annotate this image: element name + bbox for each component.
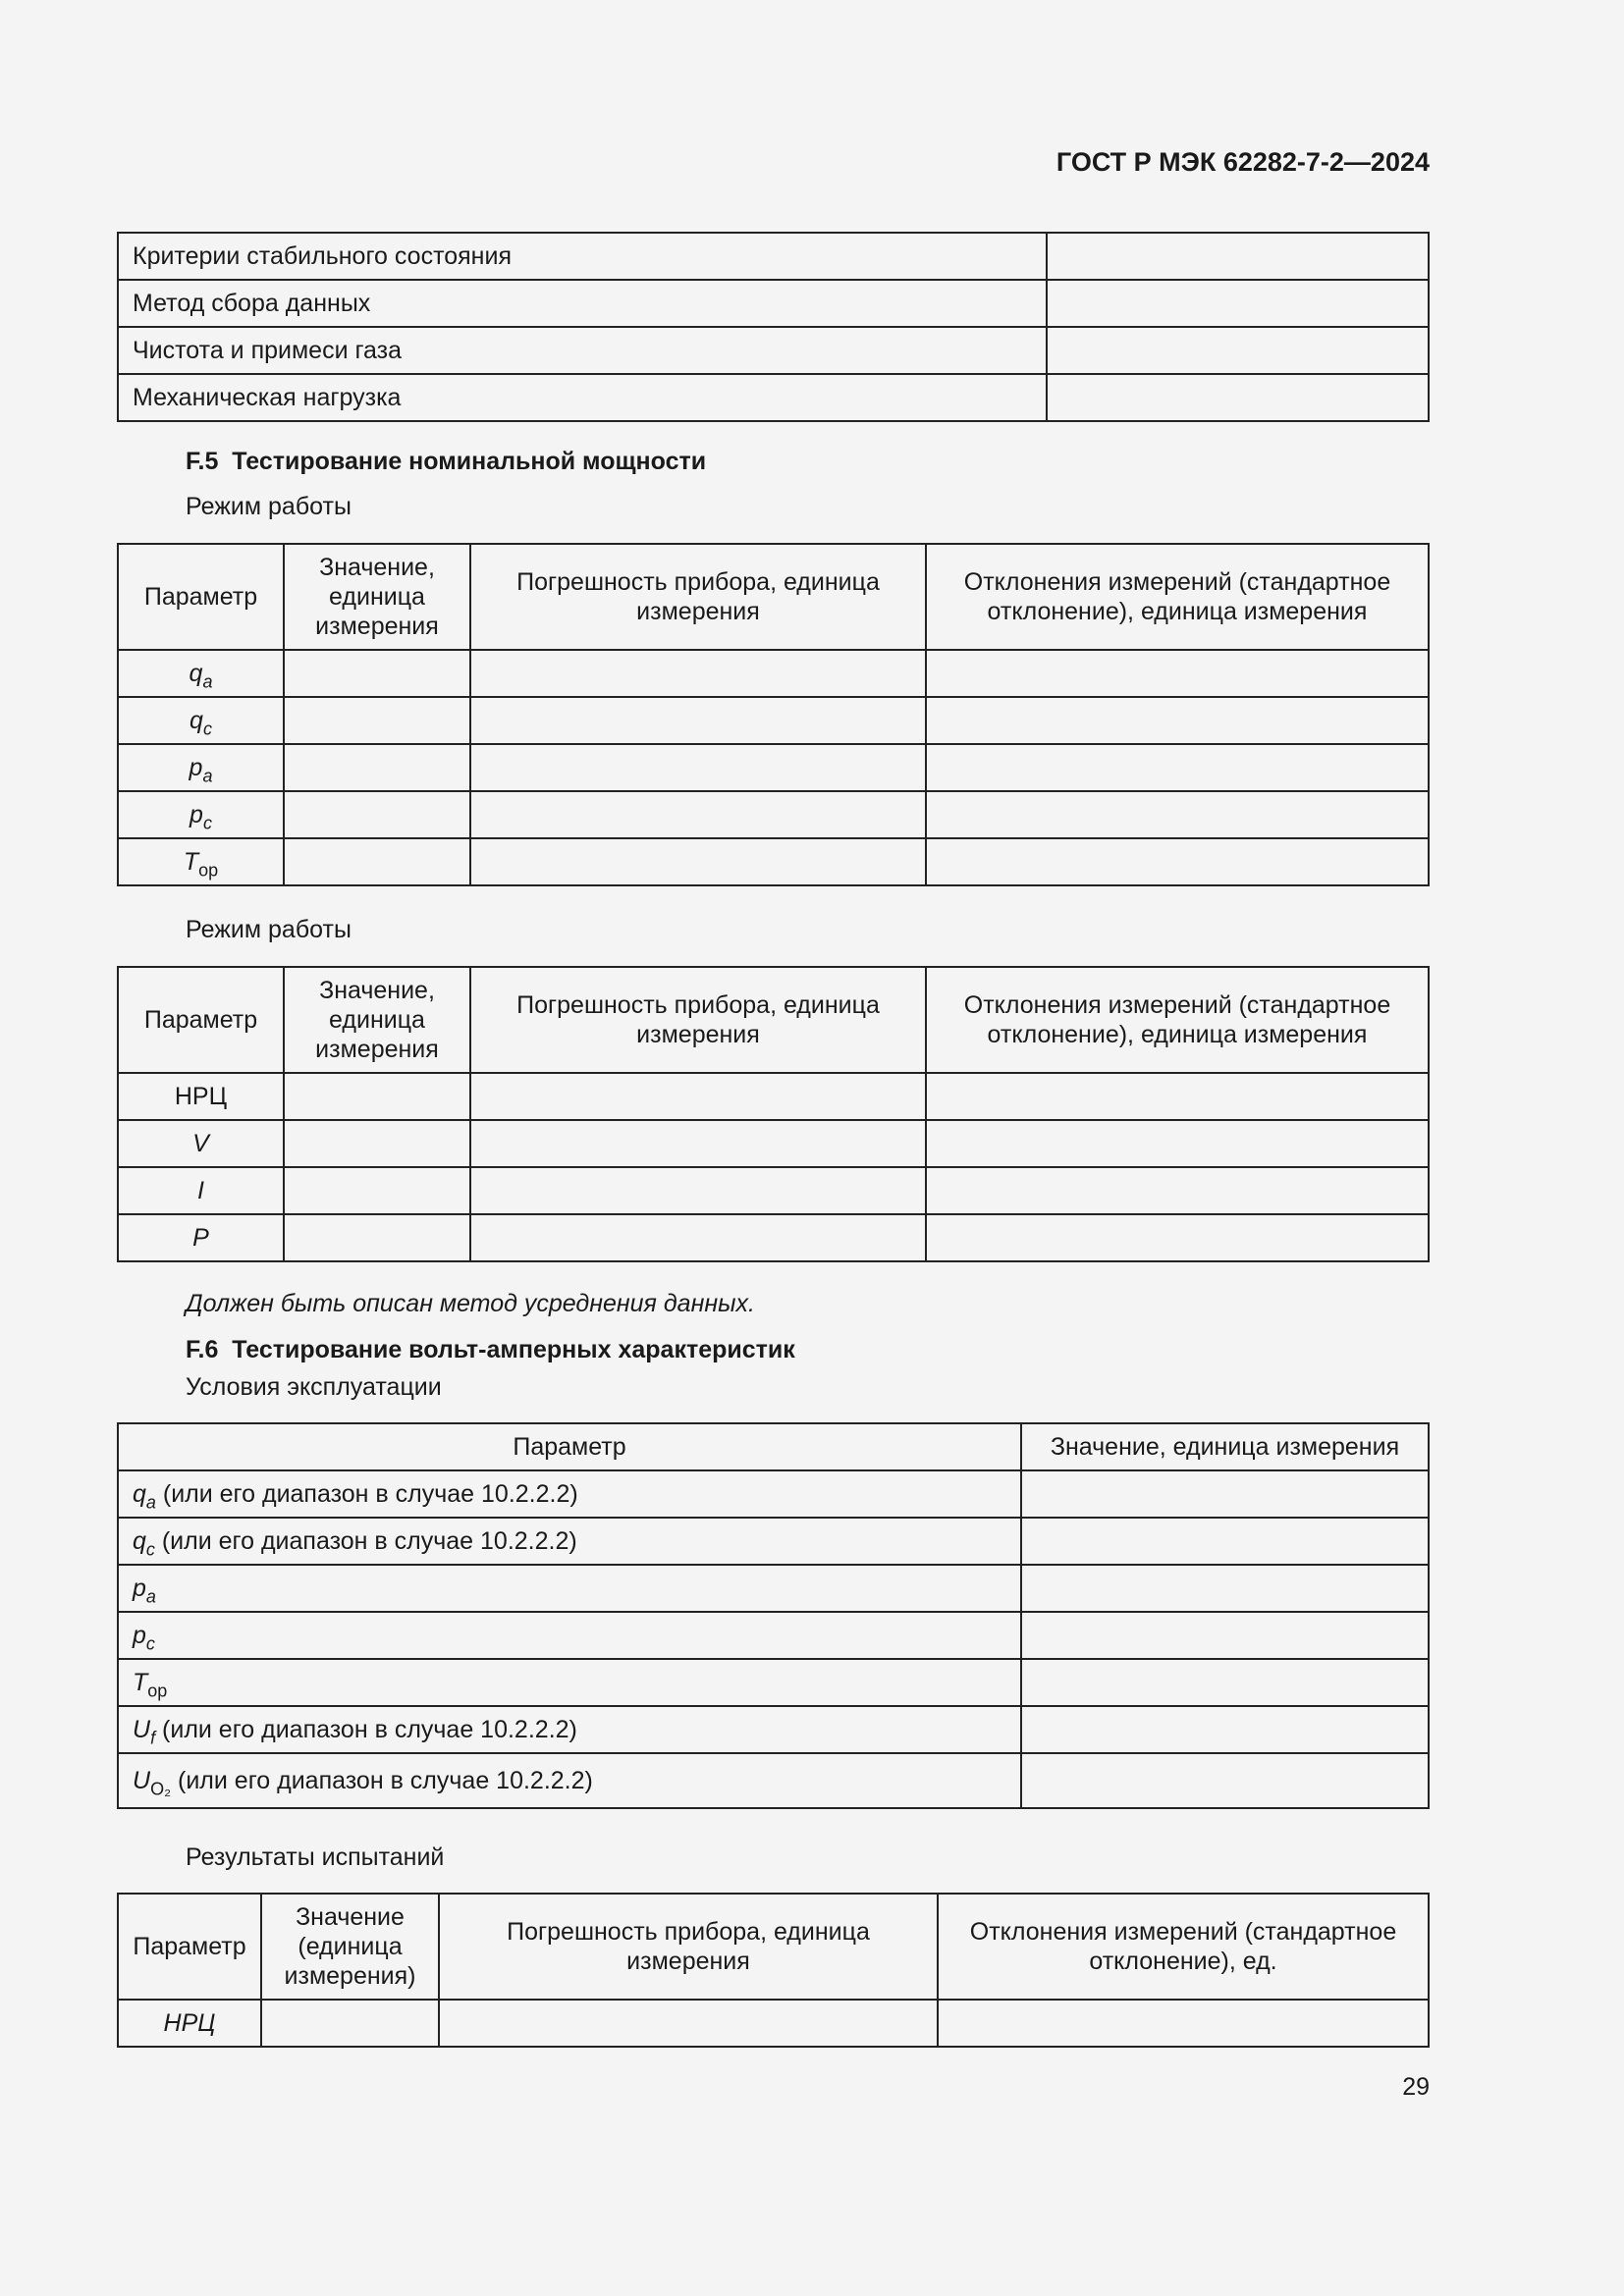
param-symbol: p bbox=[133, 1622, 146, 1649]
param-symbol: q bbox=[189, 707, 203, 734]
value-cell bbox=[926, 697, 1429, 744]
conditions-summary-table bbox=[117, 232, 1430, 422]
param-cell bbox=[118, 697, 284, 744]
section-heading-f5 bbox=[186, 448, 706, 476]
column-header: Отклонения измерений (стандартное отклонение), ед. bbox=[938, 1894, 1429, 2000]
param-note: (или его диапазон в случае 10.2.2.2) bbox=[154, 1527, 577, 1555]
value-cell bbox=[1021, 1659, 1429, 1706]
table-row bbox=[118, 1659, 1429, 1706]
param-cell bbox=[118, 744, 284, 791]
section-number: F.6 bbox=[186, 1336, 219, 1363]
table-row bbox=[118, 838, 1429, 885]
value-cell bbox=[1047, 280, 1429, 327]
param-symbol: q bbox=[133, 1527, 146, 1555]
table-row bbox=[118, 1518, 1429, 1565]
param-subscript: a bbox=[202, 671, 213, 692]
table-row bbox=[118, 650, 1429, 697]
table-row bbox=[118, 1073, 1429, 1120]
column-header: Погрешность прибора, единица измерения bbox=[470, 544, 926, 650]
value-cell bbox=[1021, 1612, 1429, 1659]
column-header: Значение, единица измерения bbox=[1021, 1423, 1429, 1470]
param-subscript: a bbox=[145, 1492, 156, 1513]
param-subscript: c bbox=[202, 813, 212, 833]
param-symbol: q bbox=[189, 660, 203, 687]
value-cell bbox=[261, 2000, 439, 2047]
value-cell bbox=[1047, 233, 1429, 280]
mode-label: Режим работы bbox=[186, 916, 352, 943]
param-subscript: a bbox=[145, 1586, 156, 1607]
value-cell bbox=[470, 697, 926, 744]
param-cell bbox=[118, 1659, 1021, 1706]
param-cell bbox=[118, 1518, 1021, 1565]
value-cell bbox=[1047, 327, 1429, 374]
param-cell bbox=[118, 838, 284, 885]
param-symbol: p bbox=[133, 1575, 146, 1602]
table-cell: Механическая нагрузка bbox=[118, 374, 1047, 421]
param-cell bbox=[118, 1565, 1021, 1612]
column-header: Погрешность прибора, единица измерения bbox=[439, 1894, 938, 2000]
value-cell bbox=[470, 1167, 926, 1214]
nominal-power-table-1 bbox=[117, 543, 1430, 886]
param-subscript: c bbox=[202, 719, 212, 739]
test-results-table bbox=[117, 1893, 1430, 2048]
operating-conditions-table bbox=[117, 1422, 1430, 1809]
param-cell bbox=[118, 1612, 1021, 1659]
table-row bbox=[118, 1470, 1429, 1518]
value-cell bbox=[1047, 374, 1429, 421]
param-symbol: q bbox=[133, 1480, 146, 1508]
value-cell bbox=[439, 2000, 938, 2047]
section-title: Тестирование вольт-амперных характеристик bbox=[232, 1336, 795, 1363]
column-header: Отклонения измерений (стандартное отклонение), единица измерения bbox=[926, 967, 1429, 1073]
value-cell bbox=[926, 1073, 1429, 1120]
param-symbol: I bbox=[197, 1177, 204, 1204]
table-row bbox=[118, 1565, 1429, 1612]
param-symbol: T bbox=[183, 848, 199, 876]
value-cell bbox=[470, 650, 926, 697]
column-header: Значение (единица измерения) bbox=[261, 1894, 439, 2000]
param-subscript: c bbox=[145, 1539, 155, 1560]
value-cell bbox=[1021, 1706, 1429, 1753]
table-row bbox=[118, 1706, 1429, 1753]
column-header: Параметр bbox=[118, 1423, 1021, 1470]
value-cell bbox=[926, 744, 1429, 791]
value-cell bbox=[1021, 1565, 1429, 1612]
column-header: Значение, единица измерения bbox=[284, 544, 470, 650]
param-note: (или его диапазон в случае 10.2.2.2) bbox=[155, 1480, 578, 1508]
param-cell bbox=[118, 1470, 1021, 1518]
param-subscript: ор bbox=[198, 860, 219, 881]
value-cell bbox=[284, 1073, 470, 1120]
value-cell bbox=[470, 1120, 926, 1167]
param-cell bbox=[118, 1120, 284, 1167]
value-cell bbox=[284, 838, 470, 885]
table-row bbox=[118, 791, 1429, 838]
value-cell bbox=[1021, 1470, 1429, 1518]
param-symbol: U bbox=[133, 1716, 151, 1743]
param-cell bbox=[118, 1073, 284, 1120]
conditions-label: Условия эксплуатации bbox=[186, 1373, 442, 1401]
section-number: F.5 bbox=[186, 448, 219, 475]
column-header: Параметр bbox=[118, 1894, 261, 2000]
table-header-row bbox=[118, 967, 1429, 1073]
param-cell bbox=[118, 1214, 284, 1261]
value-cell bbox=[470, 744, 926, 791]
param-subscript: O₂ bbox=[150, 1779, 172, 1799]
table-row bbox=[118, 2000, 1429, 2047]
param-symbol: P bbox=[192, 1224, 209, 1252]
value-cell bbox=[1021, 1753, 1429, 1808]
param-subscript: ор bbox=[147, 1681, 168, 1701]
value-cell bbox=[284, 697, 470, 744]
standard-designation: ГОСТ Р МЭК 62282-7-2—2024 bbox=[1056, 147, 1430, 177]
table-row bbox=[118, 1612, 1429, 1659]
param-symbol: U bbox=[133, 1767, 151, 1794]
table-row bbox=[118, 697, 1429, 744]
value-cell bbox=[470, 838, 926, 885]
value-cell bbox=[284, 744, 470, 791]
value-cell bbox=[938, 2000, 1429, 2047]
mode-label: Режим работы bbox=[186, 493, 352, 520]
param-note: (или его диапазон в случае 10.2.2.2) bbox=[171, 1767, 593, 1794]
results-label: Результаты испытаний bbox=[186, 1843, 445, 1871]
param-cell bbox=[118, 1706, 1021, 1753]
param-symbol: p bbox=[189, 801, 203, 828]
table-header-row bbox=[118, 544, 1429, 650]
value-cell bbox=[926, 1214, 1429, 1261]
table-row bbox=[118, 1214, 1429, 1261]
section-heading-f6 bbox=[186, 1336, 795, 1364]
value-cell bbox=[470, 1073, 926, 1120]
table-row bbox=[118, 280, 1429, 327]
param-symbol: T bbox=[133, 1669, 148, 1696]
value-cell bbox=[470, 791, 926, 838]
column-header: Погрешность прибора, единица измерения bbox=[470, 967, 926, 1073]
param-symbol: НРЦ bbox=[174, 1083, 228, 1110]
column-header: Параметр bbox=[118, 544, 284, 650]
table-row bbox=[118, 374, 1429, 421]
table-row bbox=[118, 1167, 1429, 1214]
averaging-note: Должен быть описан метод усреднения данных. bbox=[186, 1290, 755, 1317]
nominal-power-table-2 bbox=[117, 966, 1430, 1262]
section-title: Тестирование номинальной мощности bbox=[232, 448, 707, 475]
value-cell bbox=[1021, 1518, 1429, 1565]
param-subscript: c bbox=[145, 1633, 155, 1654]
param-cell bbox=[118, 1167, 284, 1214]
column-header: Параметр bbox=[118, 967, 284, 1073]
value-cell bbox=[926, 791, 1429, 838]
table-row bbox=[118, 1120, 1429, 1167]
column-header: Отклонения измерений (стандартное отклонение), единица измерения bbox=[926, 544, 1429, 650]
value-cell bbox=[926, 1120, 1429, 1167]
table-cell: Чистота и примеси газа bbox=[118, 327, 1047, 374]
value-cell bbox=[284, 1214, 470, 1261]
table-cell: Критерии стабильного состояния bbox=[118, 233, 1047, 280]
table-row bbox=[118, 1753, 1429, 1808]
param-symbol: НРЦ bbox=[163, 2009, 216, 2037]
param-symbol: p bbox=[189, 754, 203, 781]
value-cell bbox=[284, 1120, 470, 1167]
param-note: (или его диапазон в случае 10.2.2.2) bbox=[155, 1716, 577, 1743]
table-header-row bbox=[118, 1894, 1429, 2000]
value-cell bbox=[284, 1167, 470, 1214]
value-cell bbox=[926, 1167, 1429, 1214]
column-header: Значение, единица измерения bbox=[284, 967, 470, 1073]
value-cell bbox=[926, 838, 1429, 885]
value-cell bbox=[284, 791, 470, 838]
page-number: 29 bbox=[1402, 2073, 1430, 2101]
table-row bbox=[118, 327, 1429, 374]
table-row bbox=[118, 744, 1429, 791]
table-cell: Метод сбора данных bbox=[118, 280, 1047, 327]
param-cell bbox=[118, 1753, 1021, 1808]
param-cell bbox=[118, 2000, 261, 2047]
param-symbol: V bbox=[192, 1130, 209, 1157]
param-subscript: a bbox=[202, 766, 213, 786]
table-row bbox=[118, 233, 1429, 280]
value-cell bbox=[284, 650, 470, 697]
table-header-row bbox=[118, 1423, 1429, 1470]
value-cell bbox=[470, 1214, 926, 1261]
value-cell bbox=[926, 650, 1429, 697]
param-subscript: f bbox=[150, 1728, 156, 1748]
param-cell bbox=[118, 650, 284, 697]
param-cell bbox=[118, 791, 284, 838]
